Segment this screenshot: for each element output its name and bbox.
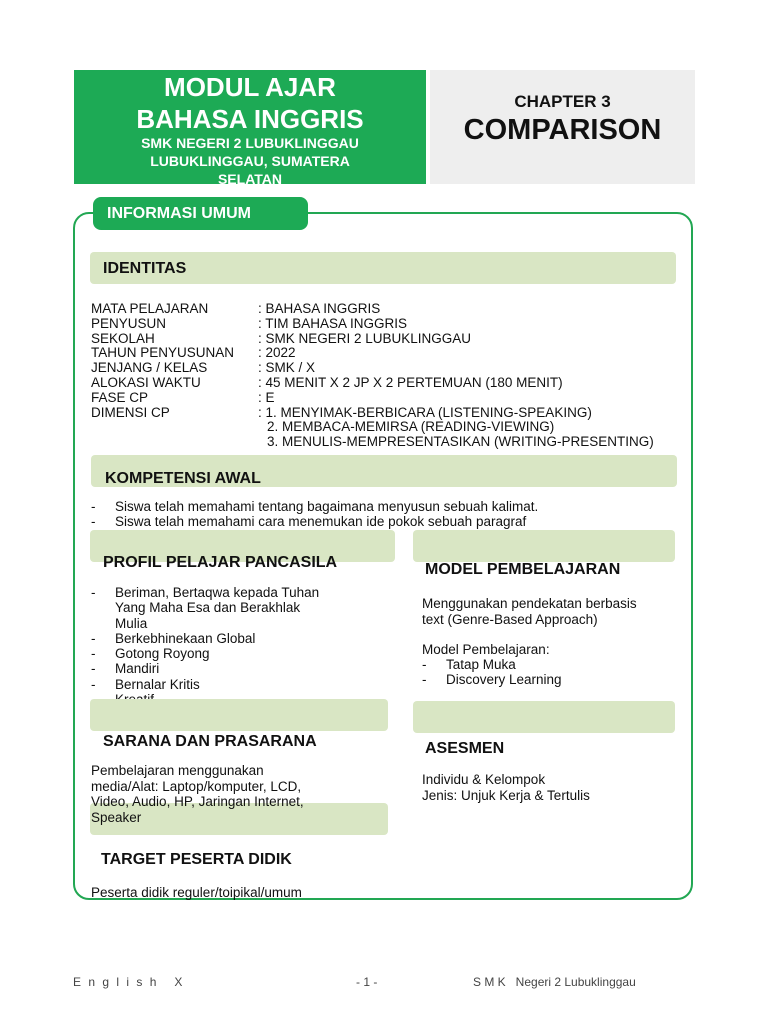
target-title: TARGET PESERTA DIDIK <box>101 851 292 868</box>
identitas-row <box>91 346 654 361</box>
target-text: Peserta didik reguler/toipikal/umum <box>91 885 302 900</box>
module-title-line2: BAHASA INGGRIS <box>136 104 364 134</box>
identitas-title: IDENTITAS <box>103 260 187 277</box>
identitas-row <box>91 406 654 421</box>
list-item-line: Mulia <box>115 615 148 631</box>
chapter-number: CHAPTER 3 <box>514 92 611 111</box>
profil-title: PROFIL PELAJAR PANCASILA <box>103 554 338 571</box>
row-key: TAHUN PENYUSUNAN <box>91 345 235 361</box>
sarana-line: Video, Audio, HP, Jaringan Internet, <box>91 794 304 809</box>
sarana-line: media/Alat: Laptop/komputer, LCD, <box>91 778 302 794</box>
identitas-row <box>91 391 654 406</box>
model-desc-line: Menggunakan pendekatan berbasis <box>422 596 637 611</box>
list-item: - Siswa telah memahami cara menemukan ide pokok sebuah paragraf <box>91 514 538 529</box>
identitas-row <box>91 332 654 347</box>
model-desc-line: text (Genre-Based Approach) <box>422 611 598 627</box>
list-item-line: Beriman, Bertaqwa kepada Tuhan <box>115 585 320 600</box>
sarana-bar <box>90 699 388 731</box>
list-item: - Berkebhinekaan Global <box>91 631 319 646</box>
model-sub-label: Model Pembelajaran: <box>422 642 550 657</box>
list-item: - Bernalar Kritis <box>91 677 319 692</box>
module-title-line1: MODUL AJAR <box>164 72 336 102</box>
dimensi-row <box>91 420 654 435</box>
list-item: - Mandiri <box>91 661 319 676</box>
asesmen-line: Individu & Kelompok <box>422 772 546 787</box>
list-item-line: Yang Maha Esa dan Berakhlak <box>115 600 301 616</box>
kompetensi-list <box>91 499 538 530</box>
row-key: JENJANG / KELAS <box>91 360 208 376</box>
row-value: : BAHASA INGGRIS <box>258 301 381 316</box>
kompetensi-title: KOMPETENSI AWAL <box>105 470 261 487</box>
chapter-title: COMPARISON <box>463 114 662 146</box>
info-umum-tab: INFORMASI UMUM <box>93 197 308 230</box>
footer-right: S M K Negeri 2 Lubuklinggau <box>473 975 636 989</box>
row-value: : 45 MENIT X 2 JP X 2 PERTEMUAN (180 MENIT) <box>258 374 563 390</box>
row-key: SEKOLAH <box>91 330 155 346</box>
identitas-row <box>91 376 654 391</box>
row-key: ALOKASI WAKTU <box>91 374 201 390</box>
dimensi-item: 3. MENULIS-MEMPRESENTASIKAN (WRITING-PRESENTING) <box>267 434 654 450</box>
asesmen-text <box>422 772 590 803</box>
list-item: - Tatap Muka <box>422 657 562 672</box>
row-value: : E <box>258 389 275 405</box>
asesmen-line: Jenis: Unjuk Kerja & Tertulis <box>422 787 590 803</box>
identitas-row <box>91 317 654 332</box>
asesmen-title: ASESMEN <box>425 740 505 757</box>
dimensi-item: 2. MEMBACA-MEMIRSA (READING-VIEWING) <box>267 419 555 435</box>
row-value: : SMK NEGERI 2 LUBUKLINGGAU <box>258 330 472 346</box>
row-value: : SMK / X <box>258 360 316 376</box>
list-item: - Siswa telah memahami tentang bagaimana menyusun sebuah kalimat. <box>91 499 538 514</box>
module-title-block <box>74 70 426 187</box>
row-key: FASE CP <box>91 389 149 405</box>
sarana-title: SARANA DAN PRASARANA <box>103 733 317 750</box>
model-list <box>422 657 562 688</box>
model-bar <box>413 530 675 562</box>
chapter-block <box>430 70 695 184</box>
page-number: - 1 - <box>356 975 378 989</box>
footer-left: E n g l i s h X <box>73 975 185 989</box>
dimensi-row <box>91 435 654 450</box>
identitas-row <box>91 361 654 376</box>
school-name-line2: LUBUKLINGGAU, SUMATERA <box>150 153 350 169</box>
list-item: - Gotong Royong <box>91 646 319 661</box>
sarana-line: Speaker <box>91 809 142 825</box>
sarana-line: Pembelajaran menggunakan <box>91 763 264 778</box>
asesmen-bar <box>413 701 675 733</box>
row-key: MATA PELAJARAN <box>91 301 209 316</box>
profil-list <box>91 585 319 707</box>
list-item: - Discovery Learning <box>422 672 562 687</box>
identitas-row <box>91 302 654 317</box>
model-description <box>422 596 637 627</box>
row-value: : 1. MENYIMAK-BERBICARA (LISTENING-SPEAKING) <box>258 404 592 420</box>
model-title: MODEL PEMBELAJARAN <box>425 561 621 578</box>
school-name-line1: SMK NEGERI 2 LUBUKLINGGAU <box>141 135 359 151</box>
row-value: : TIM BAHASA INGGRIS <box>258 315 408 331</box>
sarana-text <box>91 763 304 825</box>
list-item <box>91 585 319 631</box>
row-key: PENYUSUN <box>91 315 167 331</box>
row-value: : 2022 <box>258 345 296 361</box>
row-key: DIMENSI CP <box>91 404 170 420</box>
school-name-line3: SELATAN <box>217 171 283 187</box>
identitas-table <box>91 302 654 450</box>
